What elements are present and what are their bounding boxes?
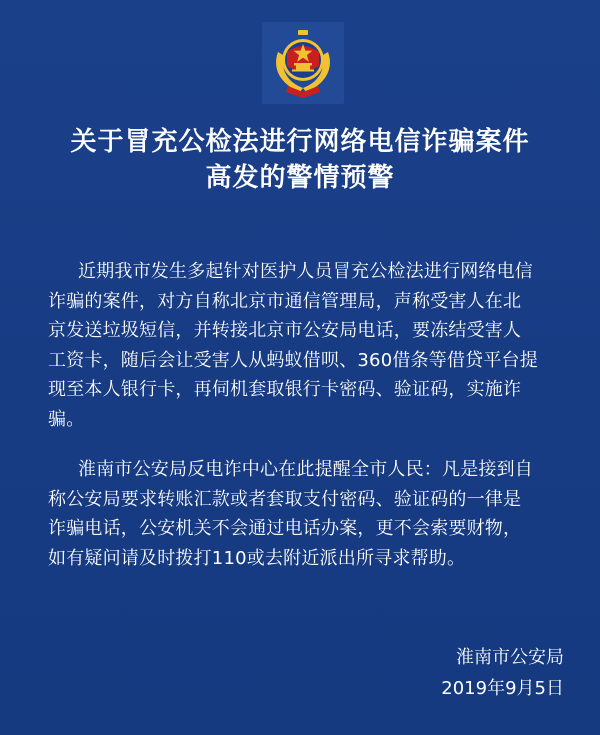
paragraph-1-line: 骗。 [48,408,85,430]
paragraph-1-line: 工资卡，随后会让受害人从蚂蚁借呗、360借条等借贷平台提 [48,349,538,371]
paragraph-2-line: 称公安局要求转账汇款或者套取支付密码、验证码的一律是 [48,488,522,510]
police-emblem-icon [262,22,344,104]
paragraph-1-line: 近期我市发生多起针对医护人员冒充公检法进行网络电信 [78,261,533,282]
paragraph-2-line: 淮南市公安局反电诈中心在此提醒全市人民：凡是接到自 [78,459,533,480]
notice-title-line-1: 关于冒充公检法进行网络电信诈骗案件 [70,127,530,157]
signature-organization: 淮南市公安局 [456,647,564,668]
notice-paragraph-1 [48,257,568,434]
paragraph-1-line: 现至本人银行卡，再伺机套取银行卡密码、验证码，实施诈 [48,379,522,400]
notice-title-line-2: 高发的警情预警 [205,163,395,193]
notice-paragraph-2 [48,455,568,573]
signature-date: 2019年9月5日 [441,678,564,699]
paragraph-2-line: 如有疑问请及时拨打110或去附近派出所寻求帮助。 [48,547,466,569]
paragraph-1-line: 诈骗的案件，对方自称北京市通信管理局，声称受害人在北 [48,290,522,312]
paragraph-2-line: 诈骗电话，公安机关不会通过电话办案，更不会索要财物， [48,518,522,539]
police-emblem [262,22,344,104]
paragraph-1-line: 京发送垃圾短信，并转接北京市公安局电话，要冻结受害人 [48,320,522,341]
